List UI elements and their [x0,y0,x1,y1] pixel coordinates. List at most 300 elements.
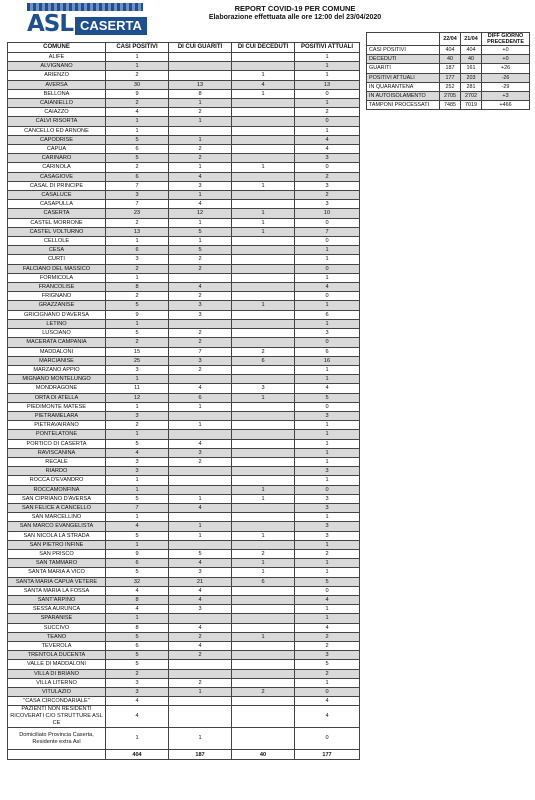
table-row [8,163,360,172]
table-row [8,145,360,154]
table-row [8,310,360,319]
summary-cell: 252 [440,82,461,91]
table-cell: 3 [295,200,360,209]
comune-name: PORTICO DI CASERTA [8,439,106,448]
table-cell [232,338,295,347]
table-cell: 16 [295,356,360,365]
table-cell [169,485,232,494]
table-cell: 1 [232,393,295,402]
table-cell: 1 [106,513,169,522]
table-cell: 1 [232,89,295,98]
column-header: CASI POSITIVI [106,43,169,53]
summary-cell: 40 [461,55,482,64]
table-cell [232,117,295,126]
table-cell: 0 [295,688,360,697]
comune-name: CURTI [8,255,106,264]
table-cell [232,728,295,750]
summary-cell: +3 [482,92,530,101]
table-cell: 1 [106,319,169,328]
table-cell: 1 [295,246,360,255]
table-cell: 5 [295,660,360,669]
table-cell: 1 [295,476,360,485]
table-cell [232,62,295,71]
table-cell: 1 [106,614,169,623]
table-cell: 1 [106,375,169,384]
table-cell: 11 [106,384,169,393]
table-row [8,605,360,614]
table-cell: 4 [169,283,232,292]
table-row [8,338,360,347]
comune-name: SAN MARCO EVANGELISTA [8,522,106,531]
summary-row [367,82,530,91]
table-cell: 7 [106,503,169,512]
table-row [8,728,360,750]
table-cell [169,476,232,485]
summary-cell: 2705 [440,92,461,101]
table-cell [232,283,295,292]
table-cell: 2 [106,218,169,227]
table-cell [232,411,295,420]
table-cell: 0 [295,218,360,227]
comune-name: MARZANO APPIO [8,365,106,374]
table-row [8,209,360,218]
table-cell: 1 [169,99,232,108]
comune-name: AVERSA [8,80,106,89]
table-cell: 2 [295,172,360,181]
comune-name: TEANO [8,632,106,641]
table-cell [232,246,295,255]
table-cell [232,678,295,687]
table-cell: 6 [106,145,169,154]
table-cell: 6 [232,356,295,365]
summary-table-body [367,46,530,110]
table-cell: 15 [106,347,169,356]
table-cell: 5 [169,227,232,236]
table-cell [232,264,295,273]
table-cell: 4 [106,605,169,614]
table-cell: 4 [169,172,232,181]
table-row [8,329,360,338]
comune-name: SANTA MARIA A VICO [8,568,106,577]
table-cell: 2 [295,549,360,558]
table-cell [232,457,295,466]
table-cell [232,476,295,485]
comune-name: SUCCIVO [8,623,106,632]
summary-row [367,73,530,82]
table-row [8,218,360,227]
comune-name: CASTEL VOLTURNO [8,227,106,236]
column-header: COMUNE [8,43,106,53]
table-row [8,356,360,365]
table-cell: 1 [106,476,169,485]
table-row [8,485,360,494]
table-cell: 5 [106,329,169,338]
table-row [8,99,360,108]
table-cell [232,402,295,411]
asl-caserta-logo [27,3,143,35]
table-cell: 4 [169,642,232,651]
table-cell: 8 [106,595,169,604]
table-row [8,135,360,144]
table-row [8,393,360,402]
table-row [8,62,360,71]
table-cell: 3 [106,365,169,374]
table-cell: 2 [295,191,360,200]
table-cell: 1 [295,614,360,623]
comune-name: ALIFE [8,53,106,62]
table-row [8,200,360,209]
table-row [8,117,360,126]
comune-name: TEVEROLA [8,642,106,651]
table-cell [169,411,232,420]
table-cell [232,448,295,457]
table-cell: 3 [169,568,232,577]
table-cell: 4 [295,135,360,144]
table-cell: 2 [232,688,295,697]
table-cell: 1 [106,237,169,246]
table-cell: 3 [295,411,360,420]
table-row [8,559,360,568]
comune-name: ARIENZO [8,71,106,80]
comuni-table-body [8,53,360,760]
summary-cell: 161 [461,64,482,73]
comune-name: CAIAZZO [8,108,106,117]
table-cell: 1 [295,375,360,384]
table-row [8,411,360,420]
comune-name: MIGNANO MONTELUNGO [8,375,106,384]
comune-name: ROCCAMONFINA [8,485,106,494]
table-cell: 2 [169,108,232,117]
table-cell: 2 [106,338,169,347]
table-cell: 13 [295,80,360,89]
table-cell: 5 [106,154,169,163]
table-cell [169,697,232,706]
table-cell: 1 [295,457,360,466]
table-cell [232,605,295,614]
comune-name: CELLOLE [8,237,106,246]
table-cell: 5 [169,549,232,558]
comune-name: CARINOLA [8,163,106,172]
table-cell: 4 [295,697,360,706]
table-cell: 1 [295,255,360,264]
table-cell [232,292,295,301]
table-cell: 1 [106,126,169,135]
table-cell [232,503,295,512]
table-cell [232,154,295,163]
table-row [8,246,360,255]
comune-name: CASERTA [8,209,106,218]
summary-cell: 7485 [440,101,461,110]
table-cell: 1 [169,237,232,246]
table-cell: 1 [169,218,232,227]
table-cell: 12 [106,393,169,402]
comune-name: VILLA DI BRIANO [8,669,106,678]
table-cell: 2 [169,632,232,641]
total-cell [8,750,106,760]
table-cell: 7 [295,227,360,236]
table-cell: 2 [169,145,232,154]
table-cell: 1 [295,71,360,80]
table-cell: 1 [232,301,295,310]
table-cell: 8 [106,283,169,292]
table-cell: 4 [295,283,360,292]
table-cell: 2 [295,642,360,651]
table-row [8,669,360,678]
table-cell: 1 [232,218,295,227]
table-cell: 1 [295,273,360,282]
table-cell: 1 [295,430,360,439]
table-row [8,430,360,439]
table-row [8,531,360,540]
table-cell: 2 [169,338,232,347]
table-cell [169,430,232,439]
table-cell [232,200,295,209]
table-cell: 21 [169,577,232,586]
table-cell: 6 [295,310,360,319]
comune-name: CAIANIELLO [8,99,106,108]
summary-label: GUARITI [367,64,440,73]
table-cell: 1 [295,365,360,374]
total-cell: 404 [106,750,169,760]
table-cell: 7 [106,200,169,209]
summary-label: POSITIVI ATTUALI [367,73,440,82]
comune-name: CARINARO [8,154,106,163]
comune-name: RIARDO [8,467,106,476]
table-cell [232,53,295,62]
table-cell [232,319,295,328]
summary-cell: 177 [440,73,461,82]
comune-name: PONTELATONE [8,430,106,439]
table-cell [169,273,232,282]
table-cell: 4 [169,559,232,568]
table-cell [169,375,232,384]
table-row [8,476,360,485]
table-row [8,301,360,310]
table-row [8,642,360,651]
table-cell: 2 [169,651,232,660]
table-row [8,632,360,641]
table-row [8,375,360,384]
table-cell: 4 [106,586,169,595]
table-cell: 25 [106,356,169,365]
table-cell: 4 [106,697,169,706]
table-row [8,264,360,273]
table-cell [232,172,295,181]
table-cell: 3 [295,503,360,512]
table-cell: 1 [232,494,295,503]
comune-name: FRANCOLISE [8,283,106,292]
table-cell: 1 [232,71,295,80]
logo-main [27,11,143,35]
comune-name: SPARANISE [8,614,106,623]
table-cell: 1 [169,531,232,540]
table-cell: 4 [106,706,169,728]
table-cell: 5 [106,660,169,669]
table-cell: 1 [106,485,169,494]
comune-name: FALCIANO DEL MASSICO [8,264,106,273]
comune-name: SANTA MARIA CAPUA VETERE [8,577,106,586]
table-cell: 0 [295,163,360,172]
table-cell: 12 [169,209,232,218]
summary-row [367,101,530,110]
table-row [8,384,360,393]
table-cell: 3 [106,411,169,420]
comune-name: MARCIANISE [8,356,106,365]
table-cell [232,421,295,430]
total-cell: 187 [169,750,232,760]
table-cell: 1 [232,181,295,190]
table-cell: 1 [232,568,295,577]
table-row [8,108,360,117]
table-cell: 2 [106,163,169,172]
table-cell: 0 [295,586,360,595]
table-cell: 8 [106,623,169,632]
table-cell: 4 [295,623,360,632]
report-title: REPORT COVID-19 PER COMUNE [234,4,356,13]
table-cell: 2 [169,329,232,338]
summary-row [367,64,530,73]
table-cell: 1 [295,605,360,614]
table-row [8,292,360,301]
table-row [8,706,360,728]
table-row [8,80,360,89]
table-cell: 0 [295,485,360,494]
table-cell [232,522,295,531]
comune-name: GRAZZANISE [8,301,106,310]
column-header: DI CUI GUARITI [169,43,232,53]
table-cell: 1 [295,559,360,568]
comune-name: ORTA DI ATELLA [8,393,106,402]
table-cell: 6 [232,577,295,586]
table-row [8,181,360,190]
table-cell [232,145,295,154]
table-cell: 1 [295,448,360,457]
table-cell: 1 [232,632,295,641]
table-cell: 3 [169,448,232,457]
table-cell: 1 [169,728,232,750]
comune-name: SAN CIPRIANO D'AVERSA [8,494,106,503]
table-cell: 5 [295,577,360,586]
table-cell [232,706,295,728]
table-cell: 4 [106,108,169,117]
table-row [8,688,360,697]
table-cell: 5 [106,301,169,310]
table-cell: 5 [106,135,169,144]
table-cell [169,660,232,669]
table-cell: 2 [169,255,232,264]
table-cell [232,329,295,338]
summary-cell: +26 [482,64,530,73]
table-cell: 1 [295,678,360,687]
table-cell: 8 [169,89,232,98]
table-cell [169,540,232,549]
comune-name: SAN PIETRO INFINE [8,540,106,549]
table-row [8,154,360,163]
summary-table [366,32,530,110]
table-cell: 5 [106,568,169,577]
comune-name: CESA [8,246,106,255]
table-cell [232,642,295,651]
table-cell: 1 [169,191,232,200]
comune-name: SAN FELICE A CANCELLO [8,503,106,512]
table-cell: 4 [169,595,232,604]
table-cell: 2 [169,292,232,301]
table-cell: 1 [295,421,360,430]
table-cell: 4 [295,384,360,393]
table-row [8,697,360,706]
table-cell: 1 [295,301,360,310]
table-cell [169,706,232,728]
summary-label: CASI POSITIVI [367,46,440,55]
table-row [8,614,360,623]
table-cell [232,513,295,522]
summary-cell: 281 [461,82,482,91]
table-cell: 6 [106,246,169,255]
summary-column-header: DIFF GIORNO PRECEDENTE [482,33,530,46]
comune-name: CASTEL MORRONE [8,218,106,227]
table-cell [232,586,295,595]
total-cell: 177 [295,750,360,760]
table-cell: 3 [295,494,360,503]
table-row [8,549,360,558]
table-row [8,319,360,328]
summary-column-header: 21/04 [461,33,482,46]
comune-name: VITULAZIO [8,688,106,697]
table-cell: 1 [169,688,232,697]
table-row [8,586,360,595]
table-cell [232,310,295,319]
table-cell: 1 [106,273,169,282]
totals-row [8,750,360,760]
table-cell: 0 [295,292,360,301]
table-cell [232,99,295,108]
table-cell: 4 [295,595,360,604]
table-cell [232,126,295,135]
summary-column-header: 22/04 [440,33,461,46]
table-cell [232,191,295,200]
table-row [8,191,360,200]
table-cell: 1 [232,163,295,172]
table-cell: 4 [169,200,232,209]
table-cell: 4 [169,503,232,512]
summary-row [367,55,530,64]
table-cell: 2 [106,99,169,108]
table-cell: 1 [106,402,169,411]
table-cell: 4 [295,145,360,154]
comune-name: VILLA LITERNO [8,678,106,687]
summary-cell: +0 [482,46,530,55]
table-row [8,365,360,374]
table-cell [169,53,232,62]
table-cell [169,71,232,80]
table-row [8,522,360,531]
table-cell: 1 [169,117,232,126]
summary-cell: 2702 [461,92,482,101]
summary-cell: -29 [482,82,530,91]
table-cell: 1 [106,117,169,126]
logo-stripe [27,3,143,11]
table-cell: 1 [232,559,295,568]
comune-name: FORMICOLA [8,273,106,282]
table-cell: 1 [232,227,295,236]
table-cell: 6 [106,559,169,568]
table-cell: 0 [295,264,360,273]
table-row [8,540,360,549]
table-cell: 0 [295,117,360,126]
comune-name: CALVI RISORTA [8,117,106,126]
table-row [8,568,360,577]
comune-name: CAPODRISE [8,135,106,144]
